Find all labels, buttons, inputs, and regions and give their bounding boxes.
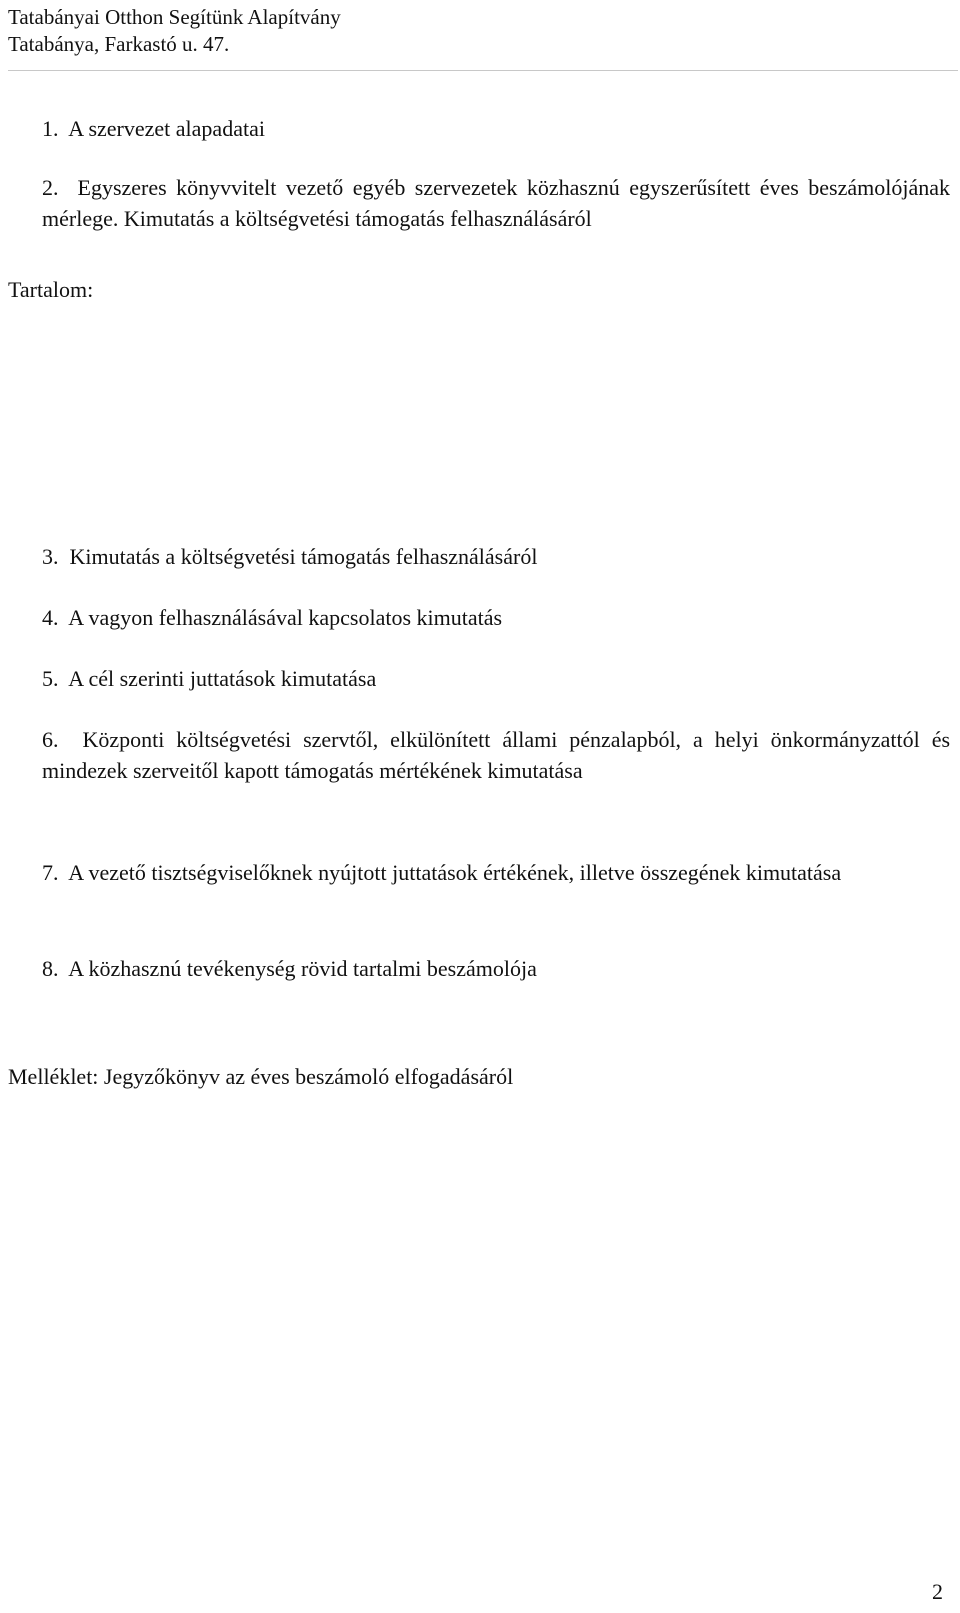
toc-item-text: A cél szerinti juttatások kimutatása	[68, 666, 377, 691]
toc-item-number: 1.	[42, 116, 64, 141]
toc-item-number: 8.	[42, 956, 64, 981]
toc-item-1	[42, 113, 950, 144]
toc-item-text: A vezető tisztségviselőknek nyújtott juttatások értékének, illetve összegének kimutatása	[68, 860, 842, 885]
toc-item-number: 7.	[42, 860, 64, 885]
toc-item-5	[42, 663, 950, 694]
toc-item-text: A szervezet alapadatai	[68, 116, 265, 141]
toc-item-6	[42, 724, 950, 786]
page-header	[8, 4, 958, 71]
toc-item-number: 6.	[42, 727, 71, 752]
page-number: 2	[932, 1579, 943, 1604]
toc-item-text: Egyszeres könyvvitelt vezető egyéb szervezetek közhasznú egyszerűsített éves beszámolójának mérlege. Kimutatás a költségvetési támogatás felhasználásáról	[42, 175, 951, 231]
organization-name: Tatabányai Otthon Segítünk Alapítvány	[8, 5, 341, 29]
toc-item-text: A közhasznú tevékenység rövid tartalmi beszámolója	[68, 956, 537, 981]
toc-item-2	[42, 172, 950, 234]
toc-item-8	[42, 953, 950, 984]
toc-item-number: 2.	[42, 175, 68, 200]
toc-item-4	[42, 602, 950, 633]
attachment-note: Melléklet: Jegyzőkönyv az éves beszámoló elfogadásáról	[8, 1064, 514, 1089]
toc-item-3	[42, 541, 950, 572]
toc-item-number: 3.	[42, 544, 64, 569]
toc-item-text: Központi költségvetési szervtől, elkülönített állami pénzalapból, a helyi önkormányzattól és mindezek szerveitől kapott támogatás mértékének kimutatása	[42, 727, 951, 783]
toc-item-number: 4.	[42, 605, 64, 630]
toc-item-text: Kimutatás a költségvetési támogatás felhasználásáról	[69, 544, 538, 569]
toc-item-number: 5.	[42, 666, 64, 691]
contents-heading: Tartalom:	[8, 277, 94, 302]
toc-item-7	[42, 857, 950, 888]
organization-address: Tatabánya, Farkastó u. 47.	[8, 32, 230, 56]
toc-item-text: A vagyon felhasználásával kapcsolatos kimutatás	[68, 605, 503, 630]
